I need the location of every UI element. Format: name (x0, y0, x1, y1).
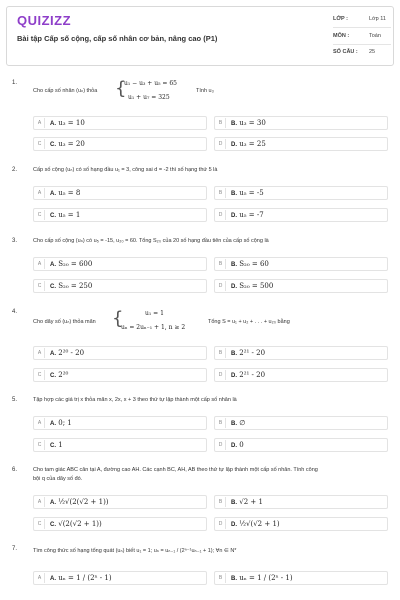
question-text-continued: bội q của dãy số đó. (33, 476, 83, 482)
option-c[interactable]: C C. √(2(√2 + 1)) (33, 517, 207, 531)
option-key: A (35, 573, 45, 583)
option-key: C (35, 370, 45, 380)
option-key: D (216, 440, 226, 450)
question-text: Cấp số cộng (uₙ) có số hạng đầu u₁ = 3, công sai d = -2 thì số hạng thứ 5 là (33, 167, 218, 173)
option-a[interactable]: A A. 2²⁰ - 20 (33, 346, 207, 360)
option-key: A (35, 259, 45, 269)
option-a[interactable]: A A. u₃ = 10 (33, 116, 207, 130)
option-c[interactable]: C C. u₃ = 20 (33, 137, 207, 151)
option-key: C (35, 519, 45, 529)
question-text: Cho tam giác ABC cân tại A, đường cao AH. Các cạnh BC, AH, AB theo thứ tự lập thành một cấp số nhân. Tính công (33, 467, 318, 473)
option-b[interactable]: B B. ∅ (214, 416, 388, 430)
question-number: 7. (12, 546, 18, 552)
option-key: B (216, 348, 226, 358)
option-key: A (35, 118, 45, 128)
option-key: C (35, 210, 45, 220)
divider (333, 27, 391, 28)
option-key: C (35, 281, 45, 291)
class-label: LỚP : (333, 16, 348, 22)
subject-value: Toán (369, 33, 381, 39)
system-equation: uₙ = 2uₙ₋₁ + 1, n ≥ 2 (121, 324, 186, 331)
option-key: D (216, 370, 226, 380)
option-c[interactable]: C C. 1 (33, 438, 207, 452)
option-c[interactable]: C C. u₅ = 1 (33, 208, 207, 222)
question-text: Cho cấp số nhân (uₙ) thỏa (33, 88, 98, 94)
question-count-value: 25 (369, 49, 376, 55)
divider (333, 44, 391, 45)
question-number: 4. (12, 309, 18, 315)
system-brace: { (112, 308, 124, 329)
option-key: B (216, 418, 226, 428)
question-text: Tìm công thức số hạng tổng quát (uₙ) biết u₁ = 1; uₙ = uₙ₋₁ / (2ⁿ⁻¹uₙ₋₁ + 1); ∀n ∈ N* (33, 548, 237, 554)
option-a[interactable]: A A. ½√(2(√2 + 1)) (33, 495, 207, 509)
subject-label: MÔN : (333, 33, 350, 39)
option-d[interactable]: D D. u₃ = 25 (214, 137, 388, 151)
option-b[interactable]: B B. u₅ = -5 (214, 186, 388, 200)
option-c[interactable]: C C. S₂₀ = 250 (33, 279, 207, 293)
option-d[interactable]: D D. 0 (214, 438, 388, 452)
option-b[interactable]: B B. 2²¹ - 20 (214, 346, 388, 360)
option-key: D (216, 281, 226, 291)
system-brace: { (115, 78, 127, 99)
option-key: A (35, 188, 45, 198)
question-text: Tập hợp các giá trị x thỏa mãn x, 2x, x + 3 theo thứ tự lập thành một cấp số nhân là (33, 397, 237, 403)
system-equation: u₁ + u₇ = 325 (128, 94, 170, 101)
system-equation: u₁ = 1 (145, 310, 164, 317)
option-key: D (216, 210, 226, 220)
option-d[interactable]: D D. 2²¹ - 20 (214, 368, 388, 382)
option-key: B (216, 573, 226, 583)
question-number: 1. (12, 80, 18, 86)
question-number: 5. (12, 397, 18, 403)
option-key: A (35, 497, 45, 507)
option-key: B (216, 259, 226, 269)
option-a[interactable]: A A. uₙ = 1 / (2ⁿ - 1) (33, 571, 207, 585)
question-count-label: SỐ CÂU : (333, 49, 358, 55)
option-c[interactable]: C C. 2²⁰ (33, 368, 207, 382)
worksheet-title: Bài tập Cấp số cộng, cấp số nhân cơ bản, nâng cao (P1) (17, 34, 218, 43)
option-key: B (216, 118, 226, 128)
option-a[interactable]: A A. 0; 1 (33, 416, 207, 430)
question-number: 2. (12, 167, 18, 173)
question-text: Cho cấp số cộng (uₙ) có u₅ = -15, u₂₀ = 60. Tổng S₂₀ của 20 số hạng đầu tiên của cấp số cộng là (33, 238, 269, 244)
option-key: B (216, 497, 226, 507)
option-key: A (35, 418, 45, 428)
question-tail: Tổng S = u₁ + u₂ + . . . + u₂₀ bằng (208, 319, 290, 325)
system-equation: u₁ − u₃ + u₅ = 65 (124, 80, 177, 87)
class-value: Lớp 11 (369, 16, 386, 22)
option-a[interactable]: A A. S₂₀ = 600 (33, 257, 207, 271)
option-a[interactable]: A A. u₅ = 8 (33, 186, 207, 200)
question-text: Cho dãy số (uₙ) thỏa mãn (33, 319, 96, 325)
option-d[interactable]: D D. u₅ = -7 (214, 208, 388, 222)
option-b[interactable]: B B. S₂₀ = 60 (214, 257, 388, 271)
option-key: A (35, 348, 45, 358)
option-b[interactable]: B B. u₃ = 30 (214, 116, 388, 130)
option-b[interactable]: B B. uₙ = 1 / (2ⁿ - 1) (214, 571, 388, 585)
option-key: D (216, 139, 226, 149)
option-key: C (35, 139, 45, 149)
quizizz-logo: QUIZIZZ (17, 13, 72, 28)
option-b[interactable]: B B. √2 + 1 (214, 495, 388, 509)
option-key: D (216, 519, 226, 529)
worksheet-header (6, 6, 394, 66)
question-number: 6. (12, 467, 18, 473)
option-d[interactable]: D D. ½√(√2 + 1) (214, 517, 388, 531)
option-key: C (35, 440, 45, 450)
option-key: B (216, 188, 226, 198)
question-tail: Tính u₃ (196, 88, 214, 94)
question-number: 3. (12, 238, 18, 244)
option-d[interactable]: D D. S₂₀ = 500 (214, 279, 388, 293)
